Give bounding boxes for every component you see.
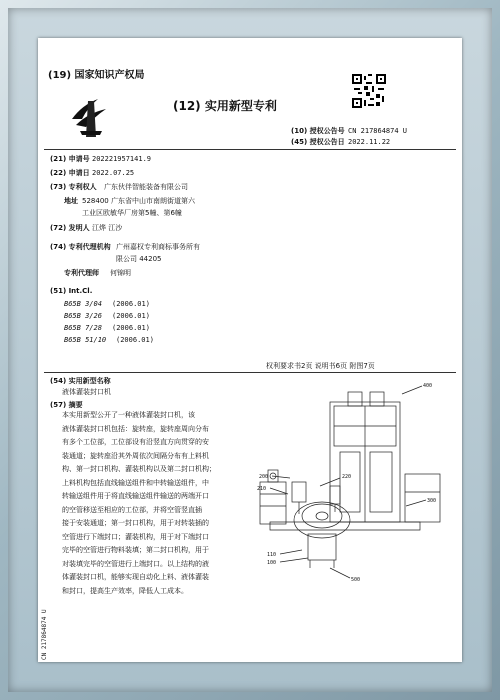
intcl-code: B65B 7/28 <box>64 324 102 332</box>
abstract-line: 上料机构包括直线输送组件和中转输送组件，中 <box>62 478 209 487</box>
agency-line-1: 广州嘉权专利商标事务所有 <box>116 243 200 251</box>
page-counts: 权利要求书2页 说明书6页 附图7页 <box>266 362 375 370</box>
abstract-line: 和封口，提高生产效率，降低人工成本。 <box>62 586 188 595</box>
app-date: 2022.07.25 <box>92 169 135 177</box>
inventors: 江烨 江沙 <box>92 224 123 232</box>
intcl-version: (2006.01) <box>112 312 150 320</box>
patentee: 广东伙伴智能装备有限公司 <box>104 183 188 191</box>
utility-name: 液体灌装封口机 <box>62 388 111 396</box>
abstract-line: 空管进行下端封口；灌装机构，用于对下端封口 <box>62 532 209 541</box>
app-no: 202221957141.9 <box>92 155 152 163</box>
address-line-1: 528400 广东省中山市南朗街道第六 <box>82 197 195 205</box>
agent-label: 专利代理师 <box>64 269 99 277</box>
abstract-line: 装通道；旋转座沿其外周依次间隔分布有上料机 <box>62 451 209 460</box>
cnipa-logo-icon <box>68 93 114 139</box>
abstract-line: 完毕的空管进行物料装填；第二封口机构，用于 <box>62 546 209 554</box>
intcl-code: B65B 3/26 <box>64 312 102 320</box>
figure-label: 300 <box>427 498 437 504</box>
address-label: 地址 <box>64 197 78 205</box>
biblio-rule <box>44 372 456 373</box>
figure-label: 100 <box>267 560 277 566</box>
inventor-label: (72) 发明人 <box>50 224 90 232</box>
agency-label: (74) 专利代理机构 <box>50 243 111 251</box>
figure-label: 110 <box>267 552 277 558</box>
agent: 何锦明 <box>110 269 131 277</box>
abstract-line: 本实用新型公开了一种液体灌装封口机，该 <box>62 411 195 419</box>
figure-label: 210 <box>257 486 267 492</box>
abstract-line: 的空管移送至相应的工位部，并将空管竖直插 <box>62 505 202 514</box>
figure-label: 220 <box>342 474 352 480</box>
agency-line-2: 限公司 44205 <box>116 255 162 263</box>
abstract-label: (57) 摘要 <box>50 401 83 409</box>
intcl-code: B65B 51/10 <box>64 336 107 344</box>
grant-no-label: (10) 授权公告号 <box>291 127 345 135</box>
grant-date: 2022.11.22 <box>348 138 391 146</box>
grant-date-label: (45) 授权公告日 <box>291 138 345 146</box>
intcl-label: (51) Int.Cl. <box>50 287 93 295</box>
side-document-id: CN 217864874 U <box>41 609 48 660</box>
intcl-version: (2006.01) <box>116 336 154 344</box>
patentee-label: (73) 专利权人 <box>50 183 97 191</box>
address-line-2: 工业区欧敏华厂房第5幢、第6幢 <box>82 209 182 217</box>
abstract-line: 有多个工位部，工位部设有沿竖直方向贯穿的安 <box>62 438 209 446</box>
abstract-line: 液体灌装封口机包括：旋转座，旋转座周向分布 <box>62 424 209 433</box>
abstract-line: 对装填完毕的空管进行上端封口。以上结构的液 <box>62 559 209 568</box>
abstract-line: 接于安装通道；第一封口机构，用于对转装插的 <box>62 519 209 527</box>
utility-name-label: (54) 实用新型名称 <box>50 377 111 385</box>
intcl-version: (2006.01) <box>112 300 150 308</box>
document-type: (12) 实用新型专利 <box>173 99 277 113</box>
grant-no: CN 217864874 U <box>348 127 408 135</box>
abstract-line: 转输送组件用于将直线输送组件输送的两端开口 <box>62 492 209 500</box>
app-date-label: (22) 申请日 <box>50 169 90 177</box>
intcl-version: (2006.01) <box>112 324 150 332</box>
qr-code-icon <box>352 74 386 108</box>
abstract-line: 构、第一封口机构、灌装机构以及第二封口机构； <box>62 465 216 473</box>
office-name: (19) 国家知识产权局 <box>48 70 145 81</box>
figure-label: 400 <box>423 383 433 389</box>
figure-label: 200 <box>259 474 269 480</box>
header-rule <box>44 149 456 150</box>
app-no-label: (21) 申请号 <box>50 155 90 163</box>
abstract-line: 体灌装封口机，能够实现自动化上料、液体灌装 <box>62 573 209 581</box>
machine-figure <box>230 382 460 582</box>
figure-label: 500 <box>351 577 361 582</box>
patent-page <box>38 38 462 662</box>
intcl-code: B65B 3/04 <box>64 300 102 308</box>
